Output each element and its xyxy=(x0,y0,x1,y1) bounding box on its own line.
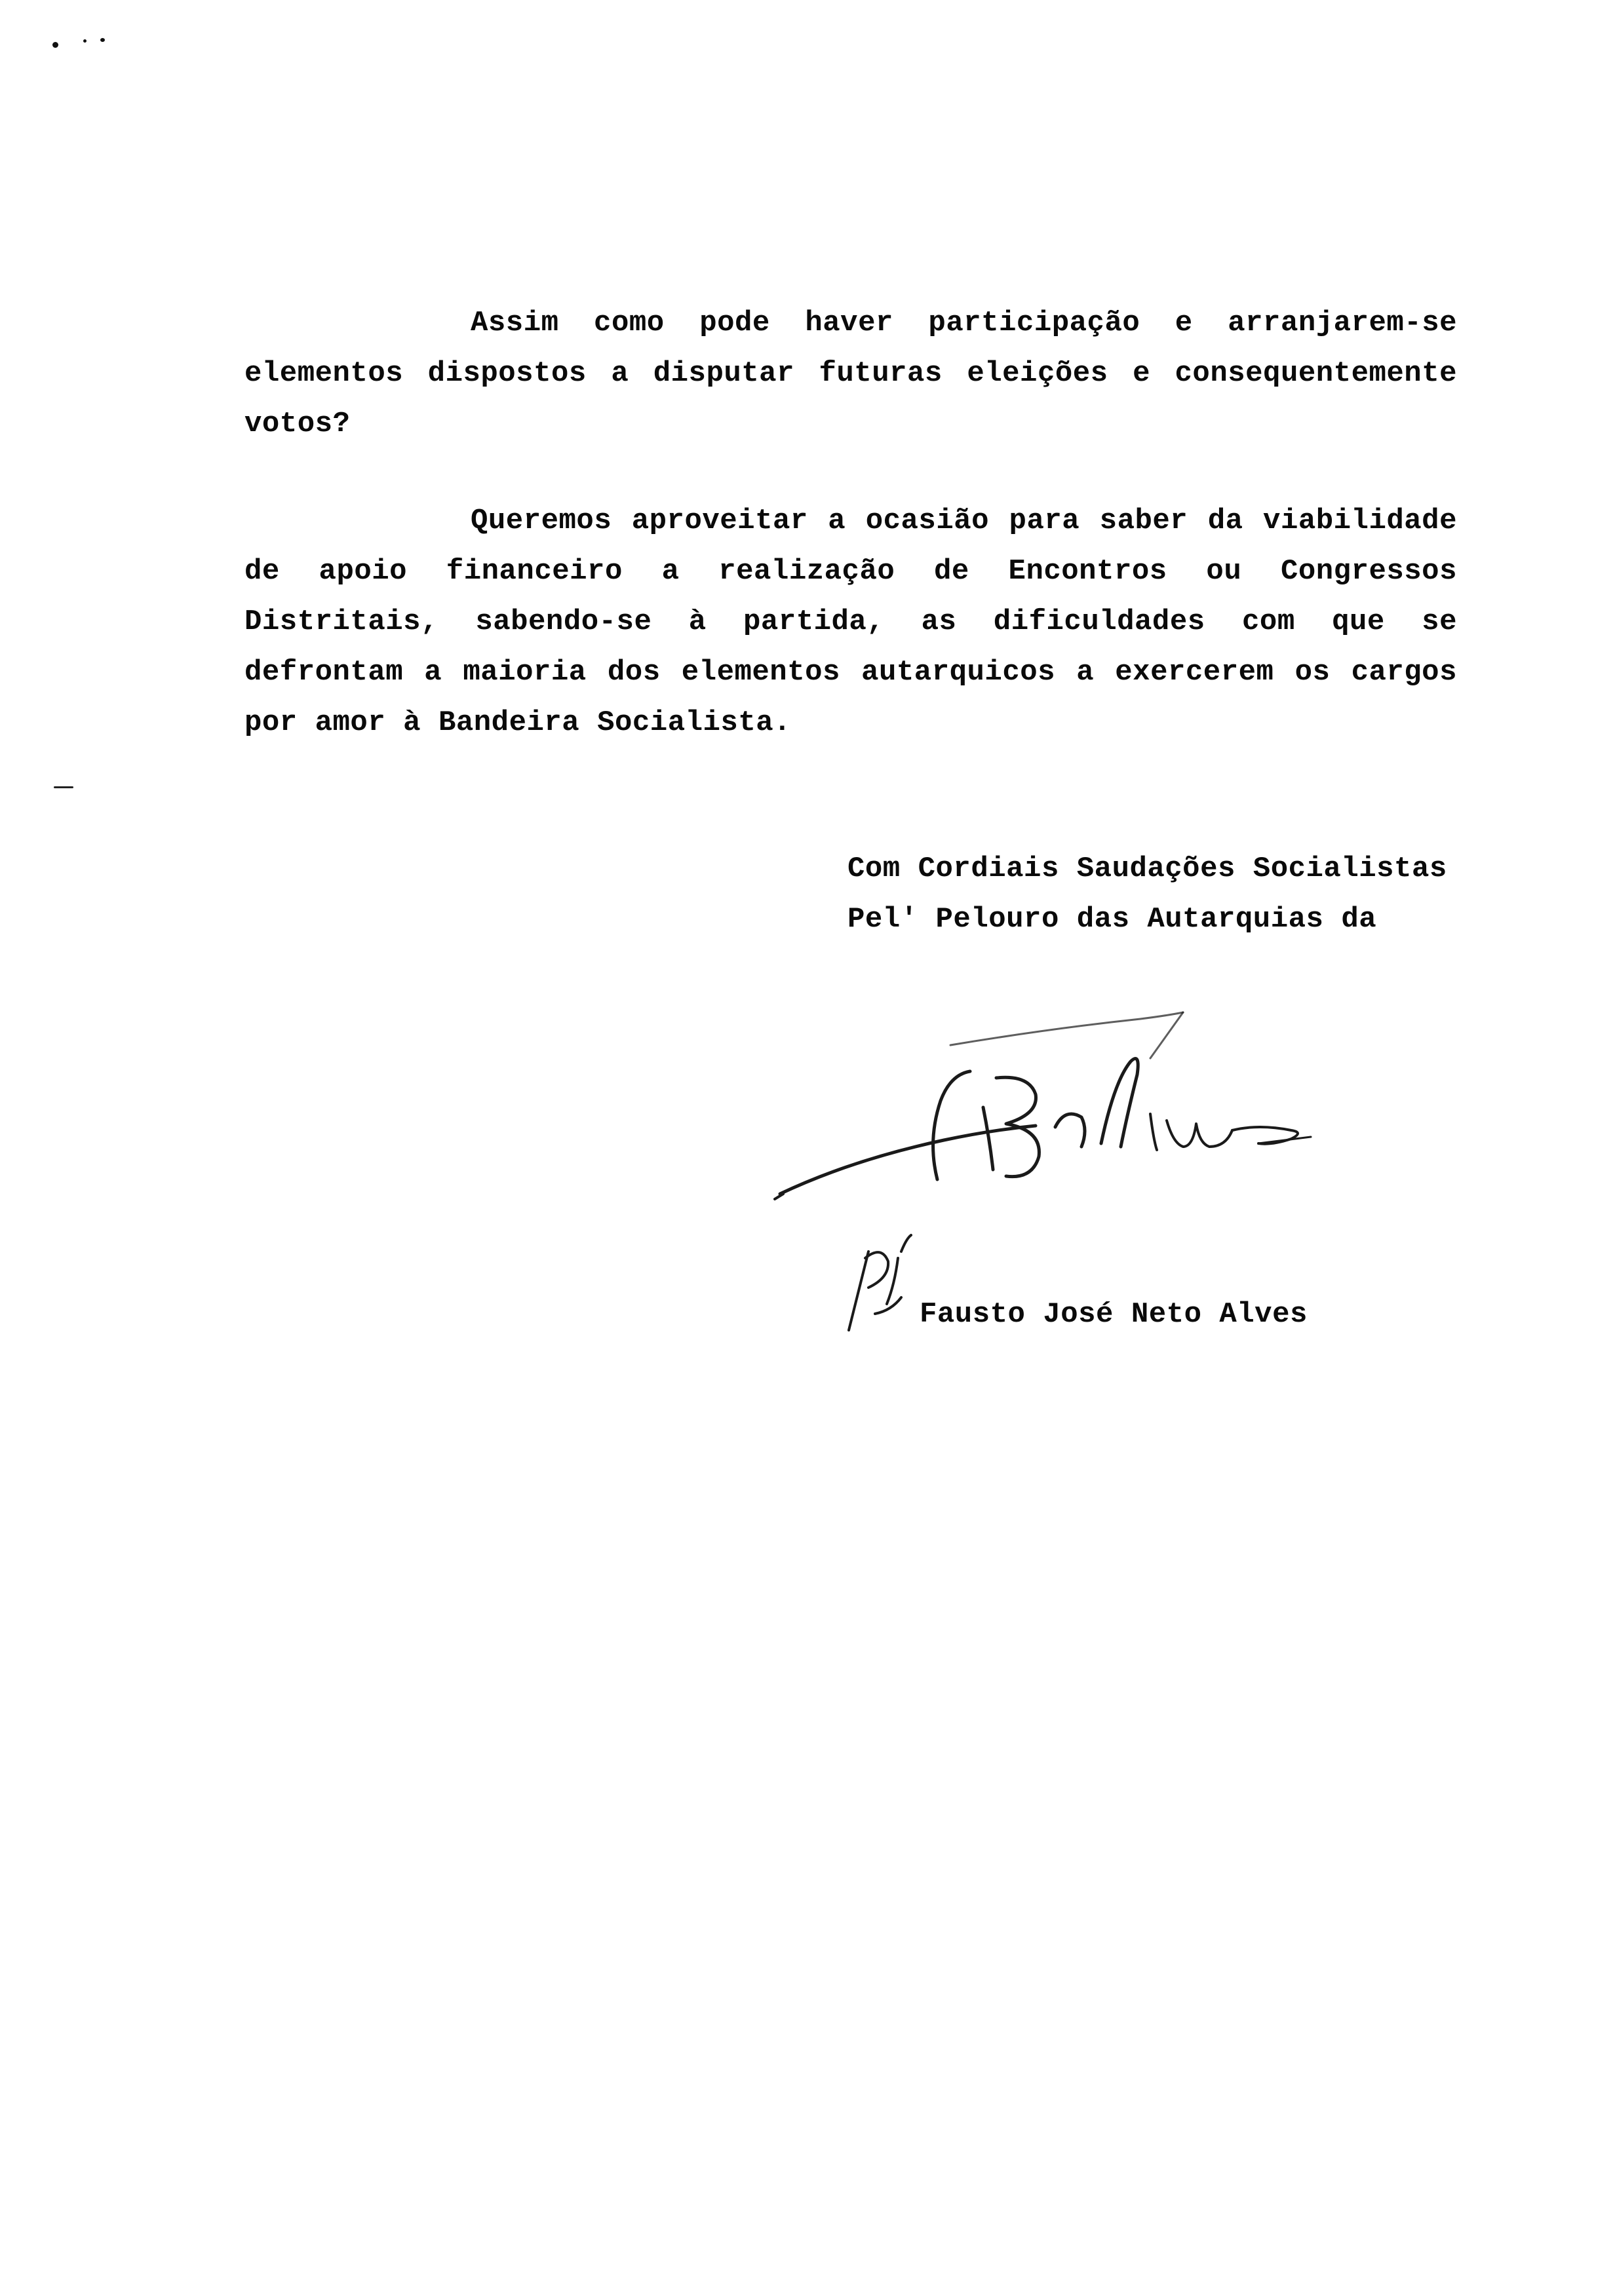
handwritten-signature xyxy=(773,983,1337,1232)
closing-department: Pel' Pelouro das Autarquias da xyxy=(847,903,1377,936)
scan-dash-mark xyxy=(54,786,73,788)
per-procuration-initials xyxy=(829,1232,921,1337)
paragraph-1-text: Assim como pode haver participação e arranjarem-se elementos dispostos a disputar futuras eleições e consequentemente votos? xyxy=(244,307,1457,440)
scan-mark xyxy=(100,38,105,42)
closing-greeting: Com Cordiais Saudações Socialistas xyxy=(847,852,1447,885)
paragraph-participation xyxy=(244,298,1457,450)
scan-mark xyxy=(52,42,58,48)
paragraph-financial-support xyxy=(244,496,1457,748)
paragraph-2-text: Queremos aproveitar a ocasião para saber da viabilidade de apoio financeiro a realização de Encontros ou Congressos Distritais, sabendo-se à partida, as dificuldades com que se defrontam a maioria dos elementos autarquicos a exercerem os cargos por amor à Bandeira Socialista. xyxy=(244,505,1457,739)
scan-mark xyxy=(83,39,87,43)
signer-name: Fausto José Neto Alves xyxy=(920,1298,1308,1331)
